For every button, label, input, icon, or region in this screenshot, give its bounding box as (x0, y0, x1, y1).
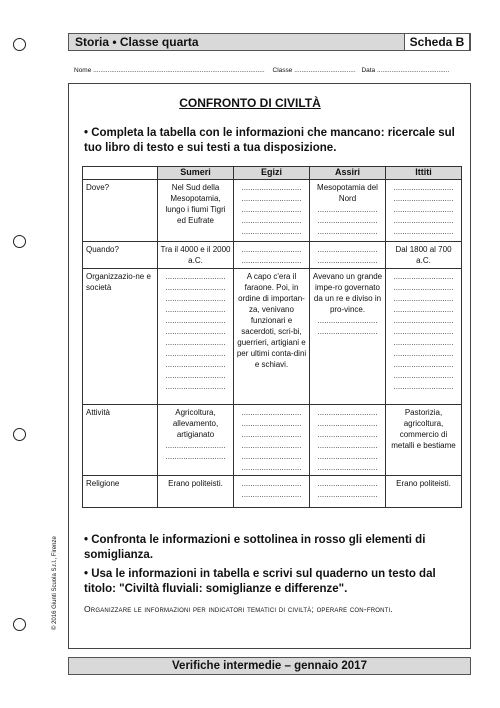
table-cell[interactable] (234, 476, 310, 508)
answer-line[interactable]: ........................... (165, 338, 226, 347)
answer-line[interactable]: ........................... (241, 256, 302, 265)
answer-line[interactable]: ........................... (165, 327, 226, 336)
answer-line[interactable]: ........................... (393, 183, 454, 192)
teacher-note: Organizzare le informazioni per indicatori tematici di civiltà; operare con-fronti. (84, 604, 393, 614)
answer-line[interactable]: ........................... (165, 283, 226, 292)
answer-line[interactable]: ........................... (241, 205, 302, 214)
copyright-text: © 2016 Giunti Scuola S.r.l., Firenze (52, 536, 58, 630)
cell-text: A capo c'era il faraone. Poi, in ordine di importan-za, venivano funzionari e sacerdoti, scri-bi, guerrieri, artigiani e per ultimi conta-dini e schiavi. (236, 272, 307, 369)
cell-text: Nel Sud della Mesopotamia, lungo i fiumi Tigri ed Eufrate (165, 183, 226, 225)
table-cell (158, 476, 234, 508)
table-cell[interactable] (310, 269, 386, 405)
column-header-egizi: Egizi (234, 167, 310, 180)
answer-line[interactable]: ........................... (393, 371, 454, 380)
table-cell[interactable] (310, 242, 386, 269)
row-label: Organizzazio-ne e società (83, 269, 158, 405)
table-cell[interactable] (310, 476, 386, 508)
header-bar (68, 33, 471, 51)
table-cell (386, 242, 462, 269)
answer-line[interactable]: ........................... (165, 441, 226, 450)
answer-line[interactable]: ........................... (393, 272, 454, 281)
answer-line[interactable]: ........................... (317, 316, 378, 325)
answer-line[interactable]: ........................... (241, 441, 302, 450)
column-header-assiri: Assiri (310, 167, 386, 180)
answer-line[interactable]: ........................... (393, 360, 454, 369)
answer-line[interactable]: ........................... (241, 463, 302, 472)
table-cell (158, 242, 234, 269)
answer-line[interactable]: ........................... (317, 463, 378, 472)
answer-line[interactable]: ........................... (393, 216, 454, 225)
name-field[interactable]: ............................................................................................... (93, 67, 265, 74)
answer-line[interactable]: ........................... (317, 216, 378, 225)
answer-line[interactable]: ........................... (317, 227, 378, 236)
answer-line[interactable]: ........................... (165, 272, 226, 281)
answer-line[interactable]: ........................... (393, 305, 454, 314)
comparison-table (82, 166, 462, 508)
table-row (83, 180, 462, 242)
answer-line[interactable]: ........................... (165, 371, 226, 380)
table-row (83, 242, 462, 269)
table-row (83, 269, 462, 405)
answer-line[interactable]: ........................... (317, 256, 378, 265)
worksheet-label: Scheda B (404, 33, 470, 51)
answer-line[interactable]: ........................... (241, 419, 302, 428)
answer-line[interactable]: ........................... (393, 227, 454, 236)
cell-text: Erano politeisti. (168, 479, 223, 488)
answer-line[interactable]: ........................... (393, 294, 454, 303)
table-cell (158, 180, 234, 242)
answer-line[interactable]: ........................... (165, 360, 226, 369)
answer-line[interactable]: ........................... (317, 479, 378, 488)
cell-text: Agricoltura, allevamento, artigianato (172, 408, 219, 439)
answer-line[interactable]: ........................... (317, 408, 378, 417)
class-label: Classe (272, 67, 293, 74)
row-label: Dove? (83, 180, 158, 242)
table-cell (386, 476, 462, 508)
answer-line[interactable]: ........................... (241, 490, 302, 499)
answer-line[interactable]: ........................... (241, 408, 302, 417)
cell-text: Dal 1800 al 700 a.C. (395, 245, 452, 265)
table-cell[interactable] (386, 180, 462, 242)
table-cell[interactable] (158, 405, 234, 476)
row-label: Religione (83, 476, 158, 508)
table-cell[interactable] (310, 180, 386, 242)
answer-line[interactable]: ........................... (241, 479, 302, 488)
answer-line[interactable]: ........................... (165, 382, 226, 391)
instruction-compare: • Confronta le informazioni e sottolinea in rosso gli elementi di somiglianza. (84, 534, 426, 561)
table-cell[interactable] (234, 405, 310, 476)
row-label: Quando? (83, 242, 158, 269)
answer-line[interactable]: ........................... (317, 490, 378, 499)
binder-hole (13, 428, 26, 441)
column-header-sumeri: Sumeri (158, 167, 234, 180)
answer-line[interactable]: ........................... (393, 316, 454, 325)
answer-line[interactable]: ........................... (317, 327, 378, 336)
subject-title: Storia • Classe quarta (75, 35, 199, 49)
student-info-line (74, 67, 474, 74)
table-cell (386, 405, 462, 476)
table-cell[interactable] (234, 180, 310, 242)
answer-line[interactable]: ........................... (241, 430, 302, 439)
footer-bar: Verifiche intermedie – gennaio 2017 (68, 657, 471, 675)
answer-line[interactable]: ........................... (317, 245, 378, 254)
answer-line[interactable]: ........................... (317, 205, 378, 214)
instruction-write-text: • Usa le informazioni in tabella e scrivi sul quaderno un testo dal titolo: "Civiltà fluviali: somiglianze e differenze". (84, 568, 436, 595)
table-cell[interactable] (310, 405, 386, 476)
column-header-ittiti: Ittiti (386, 167, 462, 180)
cell-text: Avevano un grande impe-ro governato da un re e diviso in pro-vince. (312, 272, 383, 314)
row-label: Attività (83, 405, 158, 476)
table-row (83, 405, 462, 476)
answer-line[interactable]: ........................... (241, 216, 302, 225)
instruction-complete-table: • Completa la tabella con le informazioni che mancano: ricercale sul tuo libro di testo e sui testi a tua disposizione. (84, 127, 455, 154)
answer-line[interactable]: ........................... (241, 245, 302, 254)
cell-text: Mesopotamia del Nord (317, 183, 378, 203)
answer-line[interactable]: ........................... (165, 294, 226, 303)
answer-line[interactable]: ........................... (241, 452, 302, 461)
answer-line[interactable]: ........................... (241, 194, 302, 203)
answer-line[interactable]: ........................... (165, 316, 226, 325)
name-label: Nome (74, 67, 92, 74)
answer-line[interactable]: ........................... (317, 419, 378, 428)
date-field[interactable]: ........................................ (376, 67, 450, 74)
date-label: Data (361, 67, 376, 74)
answer-line[interactable]: ........................... (317, 441, 378, 450)
answer-line[interactable]: ........................... (317, 430, 378, 439)
table-cell (234, 269, 310, 405)
answer-line[interactable]: ........................... (165, 305, 226, 314)
table-header-row (83, 167, 462, 180)
answer-line[interactable]: ........................... (317, 452, 378, 461)
binder-hole (13, 618, 26, 631)
answer-line[interactable]: ........................... (241, 183, 302, 192)
cell-text: Pastorizia, agricoltura, commercio di metalli e bestiame (391, 408, 456, 450)
answer-line[interactable]: ........................... (393, 327, 454, 336)
answer-line[interactable]: ........................... (393, 349, 454, 358)
table-cell[interactable] (386, 269, 462, 405)
class-field[interactable]: .................................. (294, 67, 356, 74)
answer-line[interactable]: ........................... (393, 338, 454, 347)
answer-line[interactable]: ........................... (165, 452, 226, 461)
answer-line[interactable]: ........................... (393, 194, 454, 203)
answer-line[interactable]: ........................... (165, 349, 226, 358)
answer-line[interactable]: ........................... (393, 382, 454, 391)
cell-text: Tra il 4000 e il 2000 a.C. (160, 245, 231, 265)
table-cell[interactable] (234, 242, 310, 269)
page-title: CONFRONTO DI CIVILTÀ (179, 96, 321, 110)
answer-line[interactable]: ........................... (241, 227, 302, 236)
answer-line[interactable]: ........................... (393, 283, 454, 292)
cell-text: Erano politeisti. (396, 479, 451, 488)
table-row (83, 476, 462, 508)
binder-hole (13, 235, 26, 248)
table-cell[interactable] (158, 269, 234, 405)
binder-hole (13, 38, 26, 51)
answer-line[interactable]: ........................... (393, 205, 454, 214)
column-header-empty (83, 167, 158, 180)
